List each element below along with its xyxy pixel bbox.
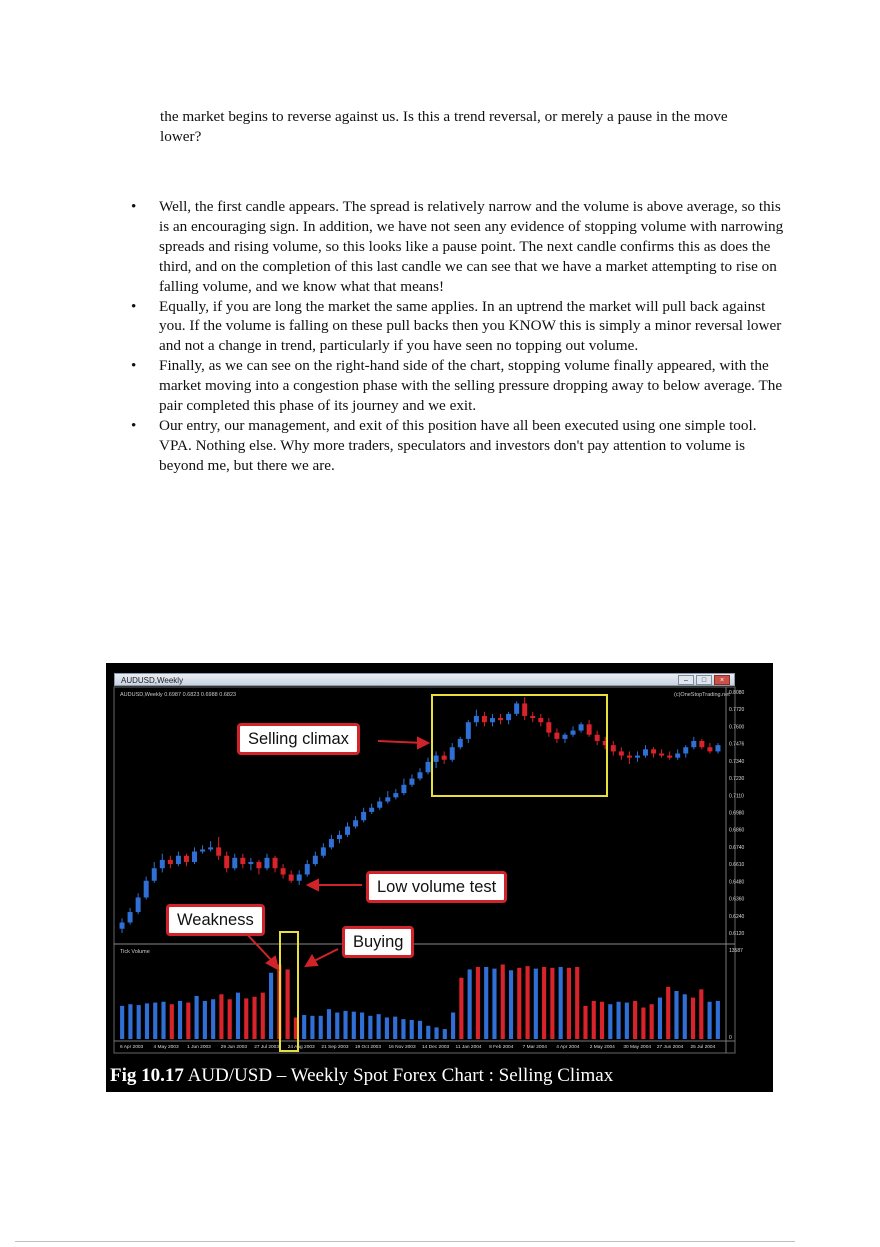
- candle-down: [289, 875, 294, 881]
- candle-down: [546, 722, 551, 732]
- candle-up: [434, 756, 439, 762]
- candle-up: [144, 881, 149, 898]
- time-tick-label: 14 Dec 2003: [422, 1045, 450, 1050]
- volume-bar: [261, 993, 265, 1039]
- volume-bar: [244, 998, 248, 1039]
- candle-up: [643, 749, 648, 755]
- candle-up: [409, 779, 414, 785]
- candle-up: [208, 847, 213, 849]
- time-tick-label: 25 Jul 2004: [690, 1045, 716, 1050]
- callout-buying: Buying: [342, 926, 414, 958]
- bullet-list: [131, 197, 791, 476]
- candle-up: [393, 793, 398, 797]
- bullet-item-3: [131, 356, 791, 416]
- volume-bar: [426, 1026, 430, 1039]
- bullet-dot-icon: •: [131, 416, 137, 434]
- volume-bar: [542, 967, 546, 1039]
- candle-up: [353, 820, 358, 826]
- price-tick-label: 0.6610: [729, 862, 745, 869]
- volume-bar: [120, 1006, 124, 1039]
- candle-down: [667, 756, 672, 758]
- bullet-dot-icon: •: [131, 198, 137, 215]
- volume-tick-label: 13587: [729, 948, 743, 954]
- volume-bar: [418, 1021, 422, 1039]
- time-tick-label: 4 Apr 2004: [556, 1045, 580, 1050]
- volume-bar: [501, 964, 505, 1039]
- volume-bar: [269, 973, 273, 1039]
- price-tick-label: 0.6980: [729, 810, 745, 817]
- candle-down: [240, 858, 245, 864]
- close-icon[interactable]: ×: [714, 675, 730, 685]
- volume-bar: [468, 969, 472, 1039]
- price-tick-label: 0.7476: [729, 741, 745, 748]
- volume-bar: [525, 966, 529, 1039]
- bullet-dot-icon: •: [131, 297, 137, 315]
- volume-bar: [286, 969, 290, 1039]
- volume-bar: [575, 967, 579, 1039]
- volume-bar: [608, 1004, 612, 1039]
- volume-bar: [352, 1012, 356, 1039]
- price-tick-label: 0.6480: [729, 879, 745, 886]
- price-tick-label: 0.7110: [729, 793, 744, 800]
- volume-bar: [459, 978, 463, 1039]
- candle-down: [611, 745, 616, 751]
- volume-bar: [236, 993, 240, 1039]
- chart-figure: [106, 663, 773, 1092]
- candle-up: [675, 754, 680, 758]
- volume-bar: [178, 1001, 182, 1039]
- volume-bar: [674, 991, 678, 1039]
- candle-up: [715, 745, 720, 751]
- candle-up: [426, 762, 431, 772]
- volume-bar: [658, 998, 662, 1039]
- volume-bar: [476, 967, 480, 1039]
- time-tick-label: 24 Aug 2003: [287, 1045, 315, 1050]
- candle-up: [160, 860, 165, 868]
- candle-up: [514, 703, 519, 713]
- volume-bar: [683, 994, 687, 1039]
- volume-bar: [195, 996, 199, 1039]
- price-tick-label: 0.6240: [729, 913, 745, 920]
- candle-up: [691, 741, 696, 747]
- bullet-text: Our entry, our management, and exit of this position have all been executed using one simple tool. VPA. Nothing else. Why more traders, speculators and investors don't pay attention to volume is beyond me, but there we are.: [159, 416, 757, 474]
- candle-up: [369, 808, 374, 812]
- candle-down: [619, 751, 624, 755]
- volume-bar: [319, 1016, 323, 1039]
- volume-bar: [161, 1002, 165, 1039]
- volume-bar: [633, 1001, 637, 1039]
- volume-bar: [550, 968, 554, 1039]
- candle-down: [659, 754, 664, 756]
- volume-bar: [699, 989, 703, 1039]
- intro-paragraph: the market begins to reverse against us. Is this a trend reversal, or merely a pause in the move lower?: [160, 108, 728, 145]
- time-tick-label: 27 Jun 2004: [656, 1045, 684, 1050]
- volume-bar: [434, 1027, 438, 1039]
- volume-bar: [451, 1013, 455, 1039]
- candle-up: [635, 756, 640, 758]
- candle-down: [707, 747, 712, 751]
- volume-bar: [145, 1003, 149, 1039]
- volume-bar: [302, 1015, 306, 1039]
- price-axis-ticks: [729, 690, 745, 937]
- candle-down: [256, 862, 261, 868]
- chart-symbol-label: AUDUSD,Weekly 0.6987 0.6823 0.6988 0.6823: [120, 692, 237, 698]
- candle-up: [474, 716, 479, 722]
- bullet-text: Well, the first candle appears. The spread is relatively narrow and the volume is above average, so this is an encouraging sign. In addition, we have not seen any evidence of stopping volume with narrowing spreads and rising volume, so this looks like a pause point. The next candle confirms this as does the third, and on the completion of this last candle we can see that we have a market attempting to rise on falling volume, and we know what that means!: [159, 198, 784, 295]
- bullet-item-2: [131, 297, 791, 357]
- candle-down: [281, 868, 286, 874]
- volume-bar: [716, 1001, 720, 1039]
- footer-divider: [15, 1241, 795, 1242]
- candle-down: [184, 856, 189, 862]
- volume-bar: [600, 1002, 604, 1039]
- minimize-icon[interactable]: –: [678, 675, 694, 685]
- time-tick-label: 2 May 2004: [589, 1045, 615, 1050]
- volume-bar: [650, 1004, 654, 1039]
- candle-down: [498, 718, 503, 720]
- candle-up: [120, 922, 125, 928]
- bullet-text: Equally, if you are long the market the same applies. In an uptrend the market will pull back against you. If the volume is falling on these pull backs then you KNOW this is simply a minor reversal lower and not a change in trend, particularly if you have seen no topping out volume.: [159, 297, 782, 355]
- time-tick-label: 4 May 2003: [153, 1045, 179, 1050]
- candle-up: [337, 835, 342, 839]
- bullet-dot-icon: •: [131, 357, 137, 375]
- volume-bar: [666, 987, 670, 1039]
- volume-bar: [443, 1029, 447, 1039]
- candle-down: [538, 718, 543, 722]
- candle-up: [232, 858, 237, 868]
- candle-up: [297, 875, 302, 881]
- candle-up: [128, 912, 133, 922]
- candle-up: [136, 897, 141, 912]
- candle-up: [377, 801, 382, 807]
- candle-up: [176, 856, 181, 864]
- price-tick-label: 0.7720: [729, 707, 745, 714]
- candle-down: [699, 741, 704, 747]
- callout-low-volume-test: Low volume test: [366, 871, 507, 903]
- volume-bar: [410, 1020, 414, 1039]
- candle-down: [522, 703, 527, 716]
- volume-bar: [335, 1013, 339, 1039]
- candle-up: [361, 812, 366, 820]
- figure-caption-text: AUD/USD – Weekly Spot Forex Chart : Selling Climax: [183, 1065, 614, 1086]
- volume-bar: [368, 1016, 372, 1039]
- volume-bar: [559, 967, 563, 1039]
- chart-watermark: (c)OneStopTrading.net: [674, 692, 730, 698]
- figure-number: Fig 10.17: [110, 1065, 184, 1086]
- candle-up: [450, 747, 455, 760]
- volume-bar: [211, 999, 215, 1039]
- time-tick-label: 16 Nov 2003: [388, 1045, 416, 1050]
- volume-bar: [567, 968, 571, 1039]
- candle-up: [579, 724, 584, 730]
- price-tick-label: 0.7340: [729, 758, 745, 765]
- volume-bar: [393, 1017, 397, 1039]
- callout-weakness: Weakness: [166, 904, 265, 936]
- volume-bar: [385, 1017, 389, 1039]
- candle-up: [458, 739, 463, 747]
- candle-down: [530, 716, 535, 718]
- candle-up: [345, 827, 350, 835]
- candle-down: [224, 856, 229, 869]
- candle-down: [216, 847, 221, 855]
- price-tick-label: 0.7230: [729, 776, 745, 783]
- volume-bar: [691, 998, 695, 1039]
- candle-up: [506, 714, 511, 720]
- volume-bar: [492, 969, 496, 1039]
- candle-up: [313, 856, 318, 864]
- bullet-item-4: [131, 416, 791, 476]
- volume-bar: [401, 1019, 405, 1039]
- candle-down: [482, 716, 487, 722]
- volume-bar: [517, 968, 521, 1039]
- candle-down: [651, 749, 656, 753]
- volume-bar: [310, 1016, 314, 1039]
- time-tick-label: 19 Oct 2003: [354, 1045, 382, 1050]
- volume-bar: [583, 1006, 587, 1039]
- volume-bar: [534, 969, 538, 1039]
- volume-bar: [641, 1008, 645, 1039]
- volume-bar: [377, 1014, 381, 1039]
- volume-bar: [219, 994, 223, 1039]
- maximize-icon[interactable]: □: [696, 675, 712, 685]
- candle-up: [248, 862, 253, 864]
- candle-down: [595, 735, 600, 741]
- time-tick-label: 7 Mar 2004: [522, 1045, 547, 1050]
- volume-bar: [128, 1004, 132, 1039]
- candle-up: [490, 718, 495, 722]
- candle-down: [273, 858, 278, 868]
- figure-caption: [110, 1064, 710, 1088]
- volume-bar: [592, 1001, 596, 1039]
- volume-bar: [343, 1011, 347, 1039]
- bullet-item-1: [131, 197, 791, 297]
- price-tick-label: 0.6740: [729, 844, 745, 851]
- price-tick-label: 0.7600: [729, 724, 745, 731]
- volume-bar: [170, 1004, 174, 1039]
- candle-up: [418, 772, 423, 778]
- volume-bar: [327, 1009, 331, 1039]
- price-tick-label: 0.6860: [729, 827, 745, 834]
- candle-down: [168, 860, 173, 864]
- candle-up: [466, 722, 471, 739]
- volume-bar: [203, 1001, 207, 1039]
- candle-up: [401, 785, 406, 793]
- time-tick-label: 21 Sep 2003: [321, 1045, 349, 1050]
- candle-up: [321, 847, 326, 855]
- time-tick-label: 1 Jun 2003: [187, 1045, 211, 1050]
- price-tick-label: 0.8080: [729, 690, 745, 696]
- time-tick-label: 27 Jul 2003: [254, 1045, 280, 1050]
- candle-down: [554, 733, 559, 739]
- volume-bar: [137, 1005, 141, 1039]
- candle-down: [627, 756, 632, 758]
- volume-label: Tick Volume: [120, 949, 150, 955]
- volume-tick-label: 0: [729, 1035, 732, 1041]
- candle-up: [329, 839, 334, 847]
- time-tick-label: 29 Jun 2003: [220, 1045, 248, 1050]
- volume-bar: [708, 1002, 712, 1039]
- candle-up: [571, 731, 576, 735]
- candle-up: [200, 849, 205, 851]
- time-tick-label: 30 May 2004: [623, 1045, 652, 1050]
- candle-up: [192, 852, 197, 862]
- price-tick-label: 0.6120: [729, 931, 745, 937]
- candle-up: [305, 864, 310, 874]
- volume-bar: [228, 999, 232, 1039]
- volume-bar: [509, 970, 513, 1039]
- volume-bar: [252, 997, 256, 1039]
- candle-up: [385, 797, 390, 801]
- time-tick-label: 8 Feb 2004: [489, 1045, 514, 1050]
- bullet-text: Finally, as we can see on the right-hand side of the chart, stopping volume finally appeared, with the market moving into a congestion phase with the selling pressure dropping away to below average. The pair completed this phase of its journey and we exit.: [159, 357, 783, 415]
- volume-bar: [617, 1002, 621, 1039]
- chart-window-title: AUDUSD,Weekly: [121, 676, 184, 685]
- candle-up: [264, 858, 269, 868]
- candle-up: [683, 747, 688, 753]
- volume-bar: [360, 1013, 364, 1039]
- volume-bar: [186, 1003, 190, 1039]
- volume-bar: [625, 1003, 629, 1039]
- volume-bar: [484, 967, 488, 1039]
- candle-down: [442, 756, 447, 760]
- candle-down: [587, 724, 592, 734]
- volume-bar: [153, 1003, 157, 1039]
- time-tick-label: 6 Apr 2003: [120, 1045, 144, 1050]
- candle-up: [152, 868, 157, 881]
- candle-up: [562, 735, 567, 739]
- callout-selling-climax: Selling climax: [237, 723, 360, 755]
- time-tick-label: 11 Jan 2004: [455, 1045, 482, 1050]
- price-tick-label: 0.6360: [729, 896, 745, 903]
